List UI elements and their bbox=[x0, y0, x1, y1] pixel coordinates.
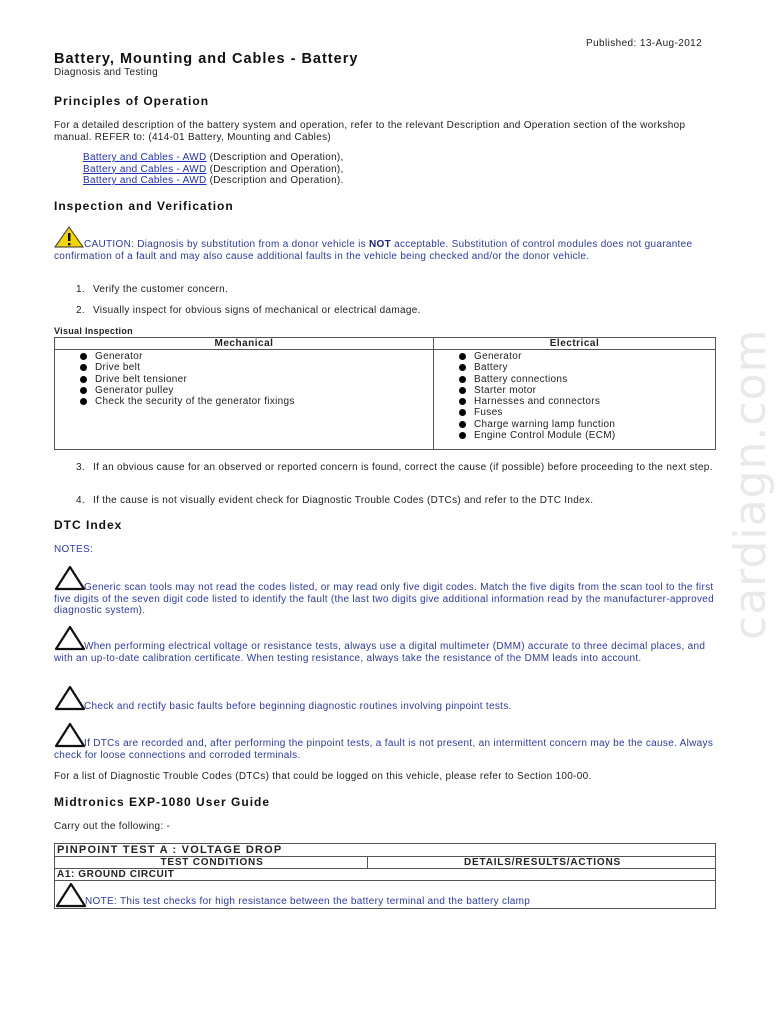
link-row bbox=[83, 164, 344, 176]
page-subtitle: Diagnosis and Testing bbox=[54, 67, 158, 78]
note-text: NOTE: This test checks for high resistance between the battery terminal and the battery clamp bbox=[85, 896, 531, 907]
reference-link[interactable]: Battery and Cables - AWD bbox=[83, 163, 207, 175]
mechanical-cell bbox=[55, 350, 434, 450]
column-header: Mechanical bbox=[55, 338, 434, 350]
column-header: Electrical bbox=[434, 338, 716, 350]
note-text: Check and rectify basic faults before beginning diagnostic routines involving pinpoint tests. bbox=[84, 701, 512, 712]
note-triangle-icon bbox=[55, 882, 87, 908]
note-text: Generic scan tools may not read the codes listed, or may read only five digit codes. Match the five digits from the scan tool to the first five digits of the seven digit code listed to identify the fault (the last two digits give additional information read by the manufacturer-approved diagnostic system). bbox=[54, 582, 715, 616]
published-date: Published: 13-Aug-2012 bbox=[586, 38, 703, 49]
carry-out-text: Carry out the following: - bbox=[54, 821, 171, 832]
link-row bbox=[83, 175, 344, 187]
principles-link-list bbox=[83, 152, 344, 187]
watermark: cardiagn.com bbox=[725, 328, 776, 640]
link-suffix: (Description and Operation). bbox=[206, 175, 344, 186]
inspection-heading: Inspection and Verification bbox=[54, 199, 234, 213]
dtc-footer-text: For a list of Diagnostic Trouble Codes (DTCs) that could be logged on this vehicle, please refer to Section 100-00. bbox=[54, 771, 592, 782]
pinpoint-title: PINPOINT TEST A : VOLTAGE DROP bbox=[55, 844, 716, 857]
list-item: Harnesses and connectors bbox=[434, 396, 715, 407]
link-row bbox=[83, 152, 344, 164]
caution-text: CAUTION: Diagnosis by substitution from a donor vehicle is NOT acceptable. Substitution of control modules does not guarantee confirmation of a fault and may also cause additional faults in the vehicle being checked and/or the donor vehicle. bbox=[54, 239, 693, 262]
list-item: Generator pulley bbox=[55, 385, 433, 396]
visual-inspection-table bbox=[54, 337, 716, 450]
notes-label: NOTES: bbox=[54, 544, 94, 555]
list-item: Battery bbox=[434, 362, 715, 373]
electrical-cell bbox=[434, 350, 716, 450]
link-suffix: (Description and Operation), bbox=[206, 163, 344, 175]
electrical-list bbox=[434, 351, 715, 441]
link-suffix: (Description and Operation), bbox=[206, 152, 344, 163]
step-a1-label: A1: GROUND CIRCUIT bbox=[55, 869, 716, 881]
principles-body: For a detailed description of the battery system and operation, refer to the relevant Description and Operation section of the workshop manual. REFER to: (414-01 Battery, Mounting and Cables) bbox=[54, 120, 686, 143]
list-item: Fuses bbox=[434, 407, 715, 418]
principles-heading: Principles of Operation bbox=[54, 94, 210, 108]
list-item: Charge warning lamp function bbox=[434, 419, 715, 430]
list-item: Starter motor bbox=[434, 385, 715, 396]
column-header: DETAILS/RESULTS/ACTIONS bbox=[368, 857, 716, 869]
list-item: Generator bbox=[55, 351, 433, 362]
list-item: Drive belt bbox=[55, 362, 433, 373]
list-item: Generator bbox=[434, 351, 715, 362]
column-header: TEST CONDITIONS bbox=[55, 857, 368, 869]
note-row bbox=[55, 881, 716, 909]
reference-link[interactable]: Battery and Cables - AWD bbox=[83, 152, 207, 163]
list-item: Check the security of the generator fixings bbox=[55, 396, 433, 407]
midtronics-heading: Midtronics EXP-1080 User Guide bbox=[54, 795, 271, 809]
note-text: When performing electrical voltage or resistance tests, always use a digital multimeter (DMM) accurate to three decimal places, and with an up-to-date calibration certificate. When testing resistance, always take the resistance of the DMM leads into account. bbox=[54, 641, 706, 664]
list-item: Drive belt tensioner bbox=[55, 374, 433, 385]
list-item: Battery connections bbox=[434, 374, 715, 385]
list-item: Engine Control Module (ECM) bbox=[434, 430, 715, 441]
dtc-heading: DTC Index bbox=[54, 518, 123, 532]
mechanical-list bbox=[55, 351, 433, 407]
note-text: If DTCs are recorded and, after performing the pinpoint tests, a fault is not present, an intermittent concern may be the cause. Always check for loose connections and corroded terminals. bbox=[54, 738, 714, 761]
page-title: Battery, Mounting and Cables - Battery bbox=[54, 51, 359, 67]
table-title: Visual Inspection bbox=[54, 326, 133, 336]
pinpoint-test-table bbox=[54, 843, 716, 909]
reference-link[interactable]: Battery and Cables - AWD bbox=[83, 175, 207, 186]
